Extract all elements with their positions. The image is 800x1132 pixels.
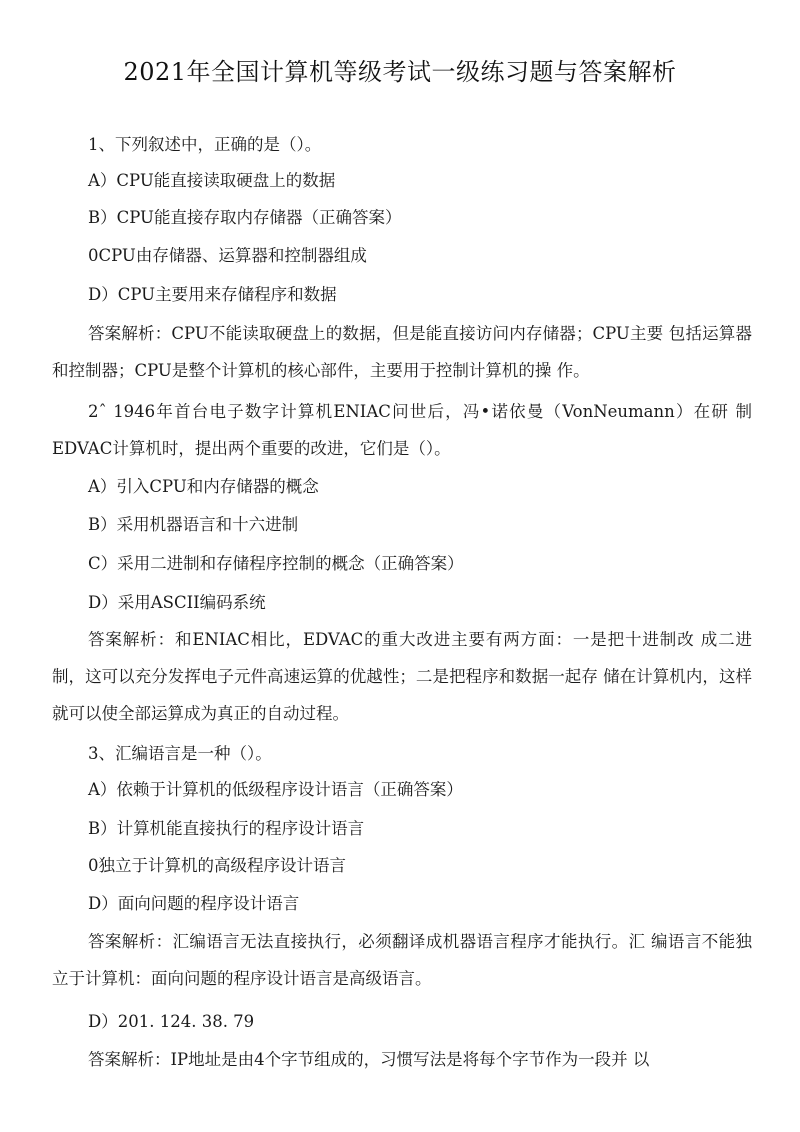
question-4-option-d: D）201. 124. 38. 79 — [88, 1012, 255, 1031]
question-4-explanation: 答案解析：IP地址是由4个字节组成的，习惯写法是将每个字节作为一段并 以 — [88, 1050, 650, 1069]
question-1-option-c: 0CPU由存储器、运算器和控制器组成 — [88, 246, 367, 265]
question-2-explanation: 答案解析：和ENIAC相比，EDVAC的重大改进主要有两方面：一是把十进制改 成二进制，这可以充分发挥电子元件高速运算的优越性；二是把程序和数据一起存 储在计算机内，这样就可以使全部运算成为真正的自动过程。 — [52, 630, 752, 723]
question-3-explanation: 答案解析：汇编语言无法直接执行，必须翻译成机器语言程序才能执行。汇 编语言不能独立于计算机：面向问题的程序设计语言是高级语言。 — [52, 932, 752, 988]
question-2-option-d: D）采用ASCII编码系统 — [88, 593, 266, 612]
question-2-option-b: B）采用机器语言和十六进制 — [88, 515, 299, 534]
question-2-stem: 2ˆ 1946年首台电子数字计算机ENIAC问世后，冯•诺依曼（VonNeumann）在研 制EDVAC计算机时，提出两个重要的改进，它们是（）。 — [52, 402, 752, 458]
question-2-option-a: A）引入CPU和内存储器的概念 — [88, 477, 319, 496]
question-2-option-c: C）采用二进制和存储程序控制的概念（正确答案） — [88, 554, 464, 573]
question-3-option-a: A）依赖于计算机的低级程序设计语言（正确答案） — [88, 780, 463, 799]
question-1-stem: 1、下列叙述中，正确的是（）。 — [88, 135, 322, 154]
question-1-option-a: A）CPU能直接读取硬盘上的数据 — [88, 171, 336, 190]
question-1-explanation: 答案解析：CPU不能读取硬盘上的数据，但是能直接访问内存储器；CPU主要 包括运算器和控制器；CPU是整个计算机的核心部件，主要用于控制计算机的操 作。 — [52, 324, 752, 380]
question-3-option-d: D）面向问题的程序设计语言 — [88, 894, 300, 913]
question-1-option-d: D）CPU主要用来存储程序和数据 — [88, 285, 337, 304]
question-3-stem: 3、汇编语言是一种（）。 — [88, 744, 272, 763]
question-3-option-c: 0独立于计算机的高级程序设计语言 — [88, 856, 346, 875]
question-3-option-b: B）计算机能直接执行的程序设计语言 — [88, 819, 365, 838]
question-1-option-b: B）CPU能直接存取内存储器（正确答案） — [88, 208, 402, 227]
document-title: 2021年全国计算机等级考试一级练习题与答案解析 — [123, 58, 677, 86]
